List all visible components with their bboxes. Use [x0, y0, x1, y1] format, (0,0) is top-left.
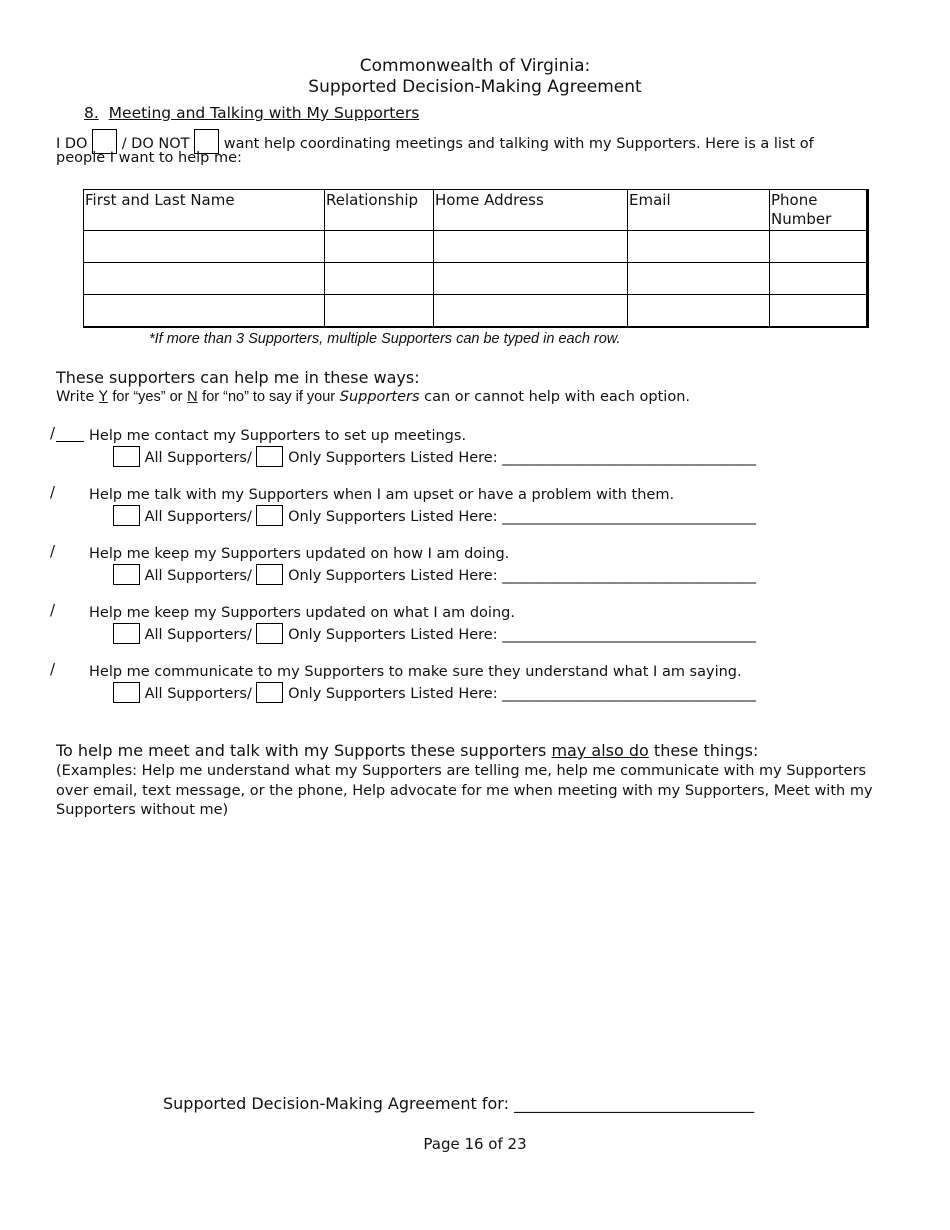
table-cell[interactable] — [434, 231, 628, 263]
document-header-line2: Supported Decision-Making Agreement — [308, 77, 642, 97]
ways-instruction — [56, 389, 690, 405]
only-supporters-checkbox[interactable] — [256, 564, 283, 585]
table-cell[interactable] — [325, 263, 434, 295]
column-header: Home Address — [434, 190, 628, 231]
only-supporters-checkbox[interactable] — [256, 446, 283, 467]
instruction-text: Write — [56, 389, 95, 405]
option-yn-blank[interactable] — [56, 427, 84, 446]
column-header: First and Last Name — [84, 190, 325, 231]
also-examples: (Examples: Help me understand what my Supporters are telling me, help me communicate with my Supporters over email, text message, or the phone, Help advocate for me when meeting with my Supporters, Meet with my Supporters without me) — [56, 763, 873, 818]
table-cell[interactable] — [325, 295, 434, 328]
table-cell[interactable] — [628, 295, 770, 328]
instruction-supporters: Supporters — [339, 389, 420, 405]
only-supporters-label: Only Supporters Listed Here: — [288, 450, 498, 466]
table-cell[interactable] — [628, 231, 770, 263]
table-cell[interactable] — [84, 231, 325, 263]
all-supporters-label: All Supporters/ — [144, 686, 252, 702]
ways-heading: These supporters can help me in these ways: — [56, 368, 420, 387]
table-cell[interactable] — [84, 295, 325, 328]
table-header-row — [84, 190, 868, 231]
also-prefix: To help me meet and talk with my Supports these supporters — [56, 741, 547, 760]
table-note: *If more than 3 Supporters, multiple Supporters can be typed in each row. — [149, 331, 621, 347]
option-4-text: Help me keep my Supporters updated on what I am doing. — [89, 605, 515, 621]
table-row — [84, 295, 868, 328]
section-number: 8. — [84, 104, 99, 122]
only-supporters-label: Only Supporters Listed Here: — [288, 509, 498, 525]
option-5-text: Help me communicate to my Supporters to make sure they understand what I am saying. — [89, 664, 742, 680]
option-1-choices — [113, 446, 756, 467]
table-row — [84, 263, 868, 295]
only-supporters-label: Only Supporters Listed Here: — [288, 627, 498, 643]
all-supporters-label: All Supporters/ — [144, 509, 252, 525]
table-cell[interactable] — [628, 263, 770, 295]
table-row — [84, 231, 868, 263]
also-suffix: these things: — [653, 741, 759, 760]
only-supporters-label: Only Supporters Listed Here: — [288, 568, 498, 584]
agreement-for-line — [163, 1094, 754, 1113]
supporters-blank[interactable]: ___________________________________ — [502, 509, 756, 525]
only-supporters-label: Only Supporters Listed Here: — [288, 686, 498, 702]
instruction-y: Y — [98, 389, 108, 405]
all-supporters-checkbox[interactable] — [113, 505, 140, 526]
only-supporters-checkbox[interactable] — [256, 682, 283, 703]
supporters-table — [83, 189, 869, 328]
instruction-text: for “yes” or — [112, 389, 183, 405]
table-cell[interactable] — [770, 231, 868, 263]
all-supporters-checkbox[interactable] — [113, 564, 140, 585]
do-label: I DO — [56, 136, 88, 152]
all-supporters-checkbox[interactable] — [113, 682, 140, 703]
section-title: Meeting and Talking with My Supporters — [108, 104, 420, 122]
all-supporters-checkbox[interactable] — [113, 623, 140, 644]
option-1-text: Help me contact my Supporters to set up meetings. — [89, 428, 467, 444]
table-cell[interactable] — [325, 231, 434, 263]
document-header-line1: Commonwealth of Virginia: — [359, 56, 591, 76]
option-3-text: Help me keep my Supporters updated on how I am doing. — [89, 546, 510, 562]
table-cell[interactable] — [770, 295, 868, 328]
instruction-text: can or cannot help with each option. — [424, 389, 690, 405]
also-emphasis: may also do — [551, 741, 649, 760]
supporters-blank[interactable]: ___________________________________ — [502, 450, 756, 466]
also-heading — [56, 741, 758, 760]
option-4-choices — [113, 623, 756, 644]
column-header: Phone Number — [770, 190, 868, 231]
option-slash: / — [50, 660, 56, 678]
column-header: Relationship — [325, 190, 434, 231]
all-supporters-label: All Supporters/ — [144, 450, 252, 466]
page-number: Page 16 of 23 — [423, 1135, 527, 1153]
instruction-text: for “no” to say if your — [202, 389, 336, 405]
option-slash: / — [50, 483, 56, 501]
only-supporters-checkbox[interactable] — [256, 505, 283, 526]
table-cell[interactable] — [434, 295, 628, 328]
option-slash: / — [50, 601, 56, 619]
option-2-choices — [113, 505, 756, 526]
option-slash: / — [50, 542, 56, 560]
table-cell[interactable] — [770, 263, 868, 295]
table-cell[interactable] — [434, 263, 628, 295]
table-cell[interactable] — [84, 263, 325, 295]
instruction-n: N — [187, 389, 198, 405]
all-supporters-checkbox[interactable] — [113, 446, 140, 467]
column-header: Email — [628, 190, 770, 231]
option-5-choices — [113, 682, 756, 703]
supporters-blank[interactable]: ___________________________________ — [502, 627, 756, 643]
intro-text: want help coordinating meetings and talking with my Supporters. Here is a list of — [223, 136, 814, 152]
supporters-blank[interactable]: ___________________________________ — [502, 686, 756, 702]
supporters-blank[interactable]: ___________________________________ — [502, 568, 756, 584]
all-supporters-label: All Supporters/ — [144, 627, 252, 643]
agreement-for-label: Supported Decision-Making Agreement for: — [163, 1094, 509, 1113]
do-not-label: / DO NOT — [121, 136, 190, 152]
intro-line2: people I want to help me: — [56, 150, 242, 166]
option-slash: / — [50, 424, 56, 442]
option-2-text: Help me talk with my Supporters when I am upset or have a problem with them. — [89, 487, 675, 503]
option-3-choices — [113, 564, 756, 585]
only-supporters-checkbox[interactable] — [256, 623, 283, 644]
all-supporters-label: All Supporters/ — [144, 568, 252, 584]
section-heading — [84, 104, 419, 122]
agreement-for-blank[interactable]: ______________________________ — [514, 1094, 755, 1113]
